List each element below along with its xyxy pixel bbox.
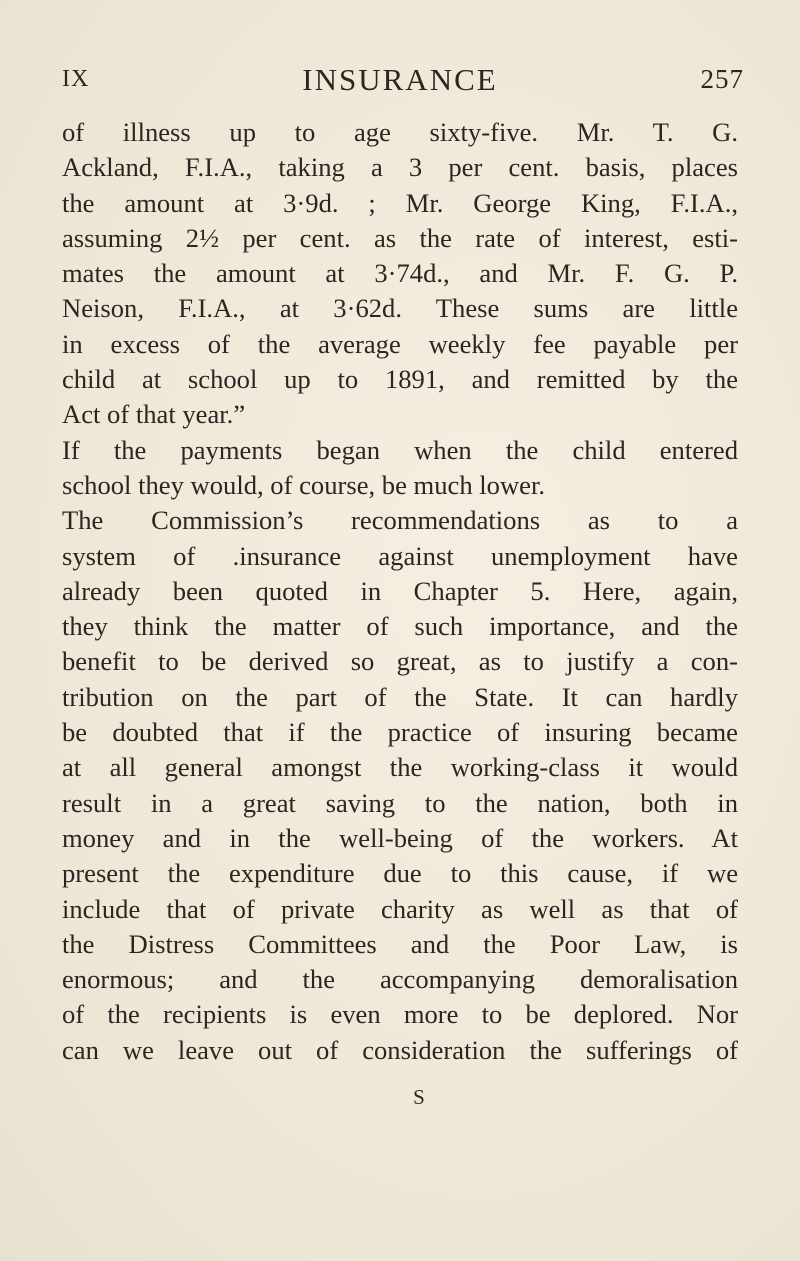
running-header <box>60 62 744 102</box>
text-line: child at school up to 1891, and remitted by the <box>62 364 738 395</box>
text-line: system of .insurance against unemployment have <box>62 540 738 571</box>
running-title: INSURANCE <box>302 62 498 97</box>
signature-mark: S <box>413 1085 425 1109</box>
body-text <box>62 115 738 1068</box>
text-line: assuming 2½ per cent. as the rate of interest, esti- <box>62 222 738 253</box>
text-line: of illness up to age sixty-five. Mr. T. G. <box>62 117 738 147</box>
text-line: in excess of the average weekly fee payable per <box>62 328 738 359</box>
text-line: Neison, F.I.A., at 3·62d. These sums are little <box>62 293 738 324</box>
text-line: be doubted that if the practice of insuring became <box>62 717 738 748</box>
text-line: tribution on the part of the State. It can hardly <box>62 681 738 712</box>
chapter-number: IX <box>62 66 90 92</box>
text-line: they think the matter of such importance, and the <box>62 611 738 642</box>
text-line: result in a great saving to the nation, both in <box>62 787 738 818</box>
page-number: 257 <box>700 64 744 94</box>
text-line: at all general amongst the working-class it would <box>62 752 738 783</box>
text-line: the Distress Committees and the Poor Law, is <box>62 928 738 959</box>
text-line: include that of private charity as well as that of <box>62 893 738 924</box>
text-line: mates the amount at 3·74d., and Mr. F. G. P. <box>62 258 738 289</box>
text-line: The Commission’s recommendations as to a <box>62 505 738 536</box>
text-line: benefit to be derived so great, as to justify a con- <box>62 646 738 677</box>
text-line: of the recipients is even more to be deplored. Nor <box>62 999 738 1030</box>
text-line: Act of that year.” <box>62 399 246 430</box>
text-line: money and in the well-being of the workers. At <box>62 822 738 853</box>
text-line: present the expenditure due to this cause, if we <box>62 858 738 889</box>
text-line: the amount at 3·9d. ; Mr. George King, F.I.A., <box>62 187 738 218</box>
text-line: can we leave out of consideration the sufferings of <box>62 1034 738 1065</box>
text-line: enormous; and the accompanying demoralisation <box>62 964 738 995</box>
text-line: Ackland, F.I.A., taking a 3 per cent. basis, places <box>62 152 738 183</box>
text-line: school they would, of course, be much lower. <box>62 469 546 500</box>
text-line: already been quoted in Chapter 5. Here, again, <box>62 575 738 606</box>
text-line: If the payments began when the child entered <box>62 434 738 465</box>
